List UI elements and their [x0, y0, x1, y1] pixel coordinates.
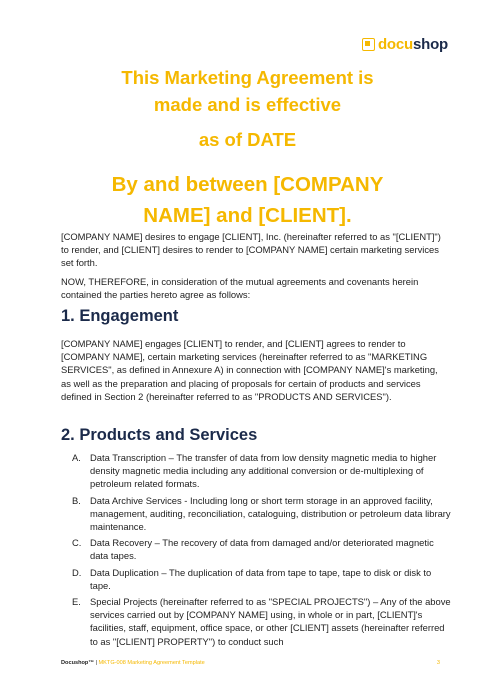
- docushop-logo: [362, 36, 448, 53]
- intro-paragraph-1: [COMPANY NAME] desires to engage [CLIENT], Inc. (hereinafter referred to as "[CLIENT]") to render, and [CLIENT] desires to render to [COMPANY NAME] certain marketing services set forth.: [61, 231, 441, 269]
- page-footer: [61, 660, 440, 666]
- engagement-paragraph: [COMPANY NAME] engages [CLIENT] to render, and [CLIENT] agrees to render to [COMPANY NAME], certain marketing services (hereinafter referred to as "MARKETING SERVICES", as defined in Annexure A) in connection with [COMPANY NAME]'s marketing, as well as the preparation and placing of proposals for certain of products and services defined in Section 2 (hereinafter referred to as "PRODUCTS AND SERVICES").: [61, 338, 438, 402]
- title-line-2: made and is effective: [153, 94, 342, 115]
- list-marker: B.: [72, 494, 81, 506]
- footer-template-name: MKTG-008 Marketing Agreement Template: [98, 660, 205, 666]
- list-item: [72, 566, 452, 592]
- title-line-1: This Marketing Agreement is: [121, 67, 374, 88]
- list-item-text: Special Projects (hereinafter referred to as "SPECIAL PROJECTS") – Any of the above services carried out by [COMPANY NAME] using, in whole or in part, [CLIENT]'s facilities, staff, equipment, office space, or other [CLIENT] assets (hereinafter referred to as "[CLIENT] PROPERTY") to conduct such: [90, 596, 451, 647]
- list-marker: A.: [72, 452, 81, 463]
- footer-separator: |: [93, 660, 99, 666]
- section-heading-products: 2. Products and Services: [61, 426, 258, 444]
- list-marker: E.: [72, 596, 81, 608]
- title-line-5: NAME] and [CLIENT].: [143, 204, 352, 227]
- logo-box-icon: [362, 38, 375, 51]
- page-number: 3: [436, 660, 440, 666]
- list-item: [72, 595, 452, 648]
- list-item-text: Data Archive Services - Including long or short term storage in an approved facility, management, auditing, reconciliation, cataloguing, distribution or petroleum data library maintenance.: [90, 494, 451, 533]
- list-item-text: Data Transcription – The transfer of data from low density magnetic media to higher density magnetic media including any additional conversion or de-multiplexing of petroleum related formats.: [90, 452, 437, 490]
- title-line-3: as of DATE: [198, 129, 297, 150]
- list-item: [72, 451, 452, 491]
- intro-paragraph-2: NOW, THEREFORE, in consideration of the mutual agreements and covenants herein contained the parties hereto agree as follows:: [61, 276, 419, 301]
- services-list: [72, 451, 452, 651]
- title-line-4: By and between [COMPANY: [111, 173, 384, 196]
- list-marker: D.: [72, 566, 82, 578]
- footer-left: [61, 660, 205, 666]
- parties-title: [0, 169, 495, 231]
- logo-wordmark: docushop: [377, 36, 448, 53]
- section-heading-engagement: 1. Engagement: [61, 307, 179, 325]
- list-item: [72, 494, 452, 534]
- list-item-text: Data Recovery – The recovery of data from damaged and/or deteriorated magnetic data tapes.: [90, 537, 434, 562]
- list-marker: C.: [72, 537, 82, 549]
- footer-brand: Docushop™: [61, 660, 94, 666]
- list-item: [72, 536, 452, 562]
- list-item-text: Data Duplication – The duplication of data from tape to tape, tape to disk or disk to tape.: [90, 566, 432, 591]
- document-title: [0, 64, 495, 118]
